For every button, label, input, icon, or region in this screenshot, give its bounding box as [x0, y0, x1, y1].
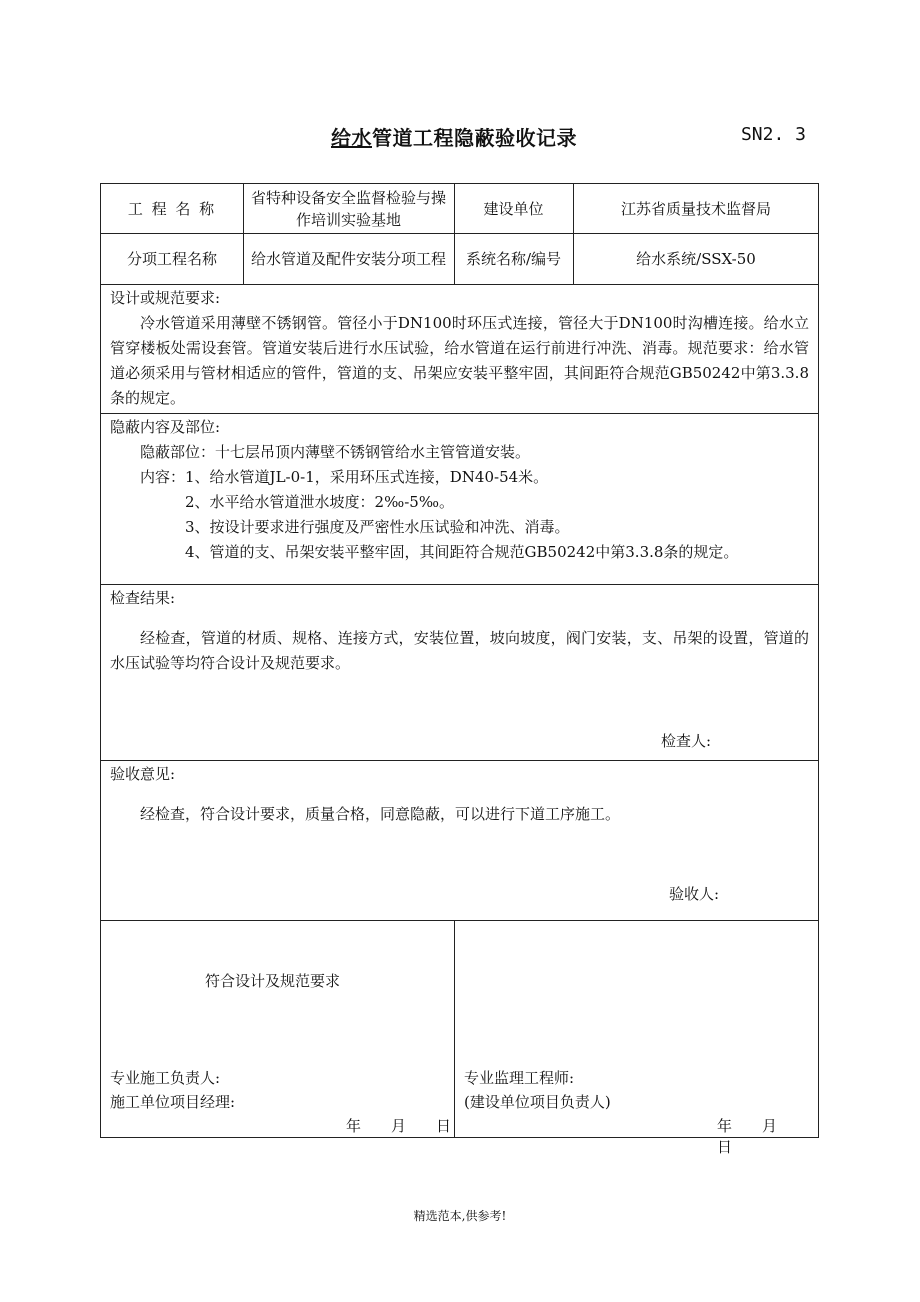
design-text: 冷水管道采用薄壁不锈钢管。管径小于DN100时环压式连接，管径大于DN100时沟槽连接。给水立管穿楼板处需设套管。管道安装后进行水压试验，给水管道在运行前进行冲洗、消毒。规范要求：给水管道必须采用与管材相适应的管件，管道的支、吊架应安装平整牢固，其间距符合规范GB50242中第3.3.8条的规定。 [110, 314, 809, 407]
record-table [100, 183, 819, 1156]
subitem-value: 给水管道及配件安装分项工程 [250, 249, 446, 268]
inspection-heading: 检查结果: [110, 589, 176, 607]
title-underlined-part: 给水 [331, 126, 372, 150]
inspection-text: 经检查，管道的材质、规格、连接方式，安装位置，坡向坡度，阀门安装，支、吊架的设置，管道的水压试验等均符合设计及规范要求。 [110, 629, 809, 672]
design-section [110, 286, 809, 411]
inspection-section [110, 586, 809, 676]
project-name-label: 工 程 名 称 [127, 199, 217, 218]
construction-lead-label: 专业施工负责人: [110, 1069, 221, 1087]
concealed-location: 隐蔽部位：十七层吊顶内薄壁不锈钢管给水主管管道安装。 [140, 443, 531, 461]
title-rest: 管道工程隐蔽验收记录 [372, 126, 577, 150]
row-divider [101, 760, 818, 761]
supervisor-label: 专业监理工程师: [464, 1069, 575, 1087]
design-heading: 设计或规范要求: [110, 289, 221, 307]
row-divider [101, 413, 818, 414]
system-label: 系统名称/编号 [465, 249, 562, 268]
subitem-label: 分项工程名称 [126, 249, 217, 268]
right-date: 年 月 日 [717, 1117, 808, 1156]
title-text [331, 122, 577, 151]
owner-lead-label: (建设单位项目负责人) [464, 1093, 611, 1111]
acceptance-section [110, 762, 809, 827]
builder-value: 江苏省质量技术监督局 [620, 199, 771, 218]
left-date: 年 月 日 [346, 1117, 452, 1135]
document-title [100, 122, 820, 152]
project-name-value: 省特种设备安全监督检验与操作培训实验基地 [250, 188, 446, 229]
builder-label: 建设单位 [483, 199, 544, 218]
concealed-item-3: 3、按设计要求进行强度及严密性水压试验和冲洗、消毒。 [185, 518, 570, 536]
form-code: SN2. 3 [740, 124, 806, 145]
acceptance-text: 经检查，符合设计要求，质量合格，同意隐蔽，可以进行下道工序施工。 [140, 805, 621, 823]
concealed-section [110, 415, 809, 565]
concealed-item-text: 1、给水管道JL-0-1，采用环压式连接，DN40-54米。 [185, 468, 549, 486]
concealed-heading: 隐蔽内容及部位: [110, 418, 221, 436]
inspector-signature-label: 检查人: [661, 732, 712, 750]
row-divider [101, 584, 818, 585]
compliance-note: 符合设计及规范要求 [205, 972, 341, 990]
concealed-item-4: 4、管道的支、吊架安装平整牢固，其间距符合规范GB50242中第3.3.8条的规定。 [185, 543, 739, 561]
concealed-content-prefix: 内容： [140, 468, 186, 486]
concealed-item-2: 2、水平给水管道泄水坡度：2‰-5‰。 [185, 493, 454, 511]
system-value: 给水系统/SSX-50 [636, 249, 756, 268]
acceptor-signature-label: 验收人: [669, 885, 720, 903]
col-divider [454, 920, 455, 1138]
page-footer: 精选范本,供参考! [413, 1209, 507, 1223]
concealed-item-1 [110, 465, 809, 490]
row-divider [101, 920, 818, 921]
project-manager-label: 施工单位项目经理: [110, 1093, 236, 1111]
row-divider [101, 284, 818, 285]
acceptance-heading: 验收意见: [110, 765, 176, 783]
